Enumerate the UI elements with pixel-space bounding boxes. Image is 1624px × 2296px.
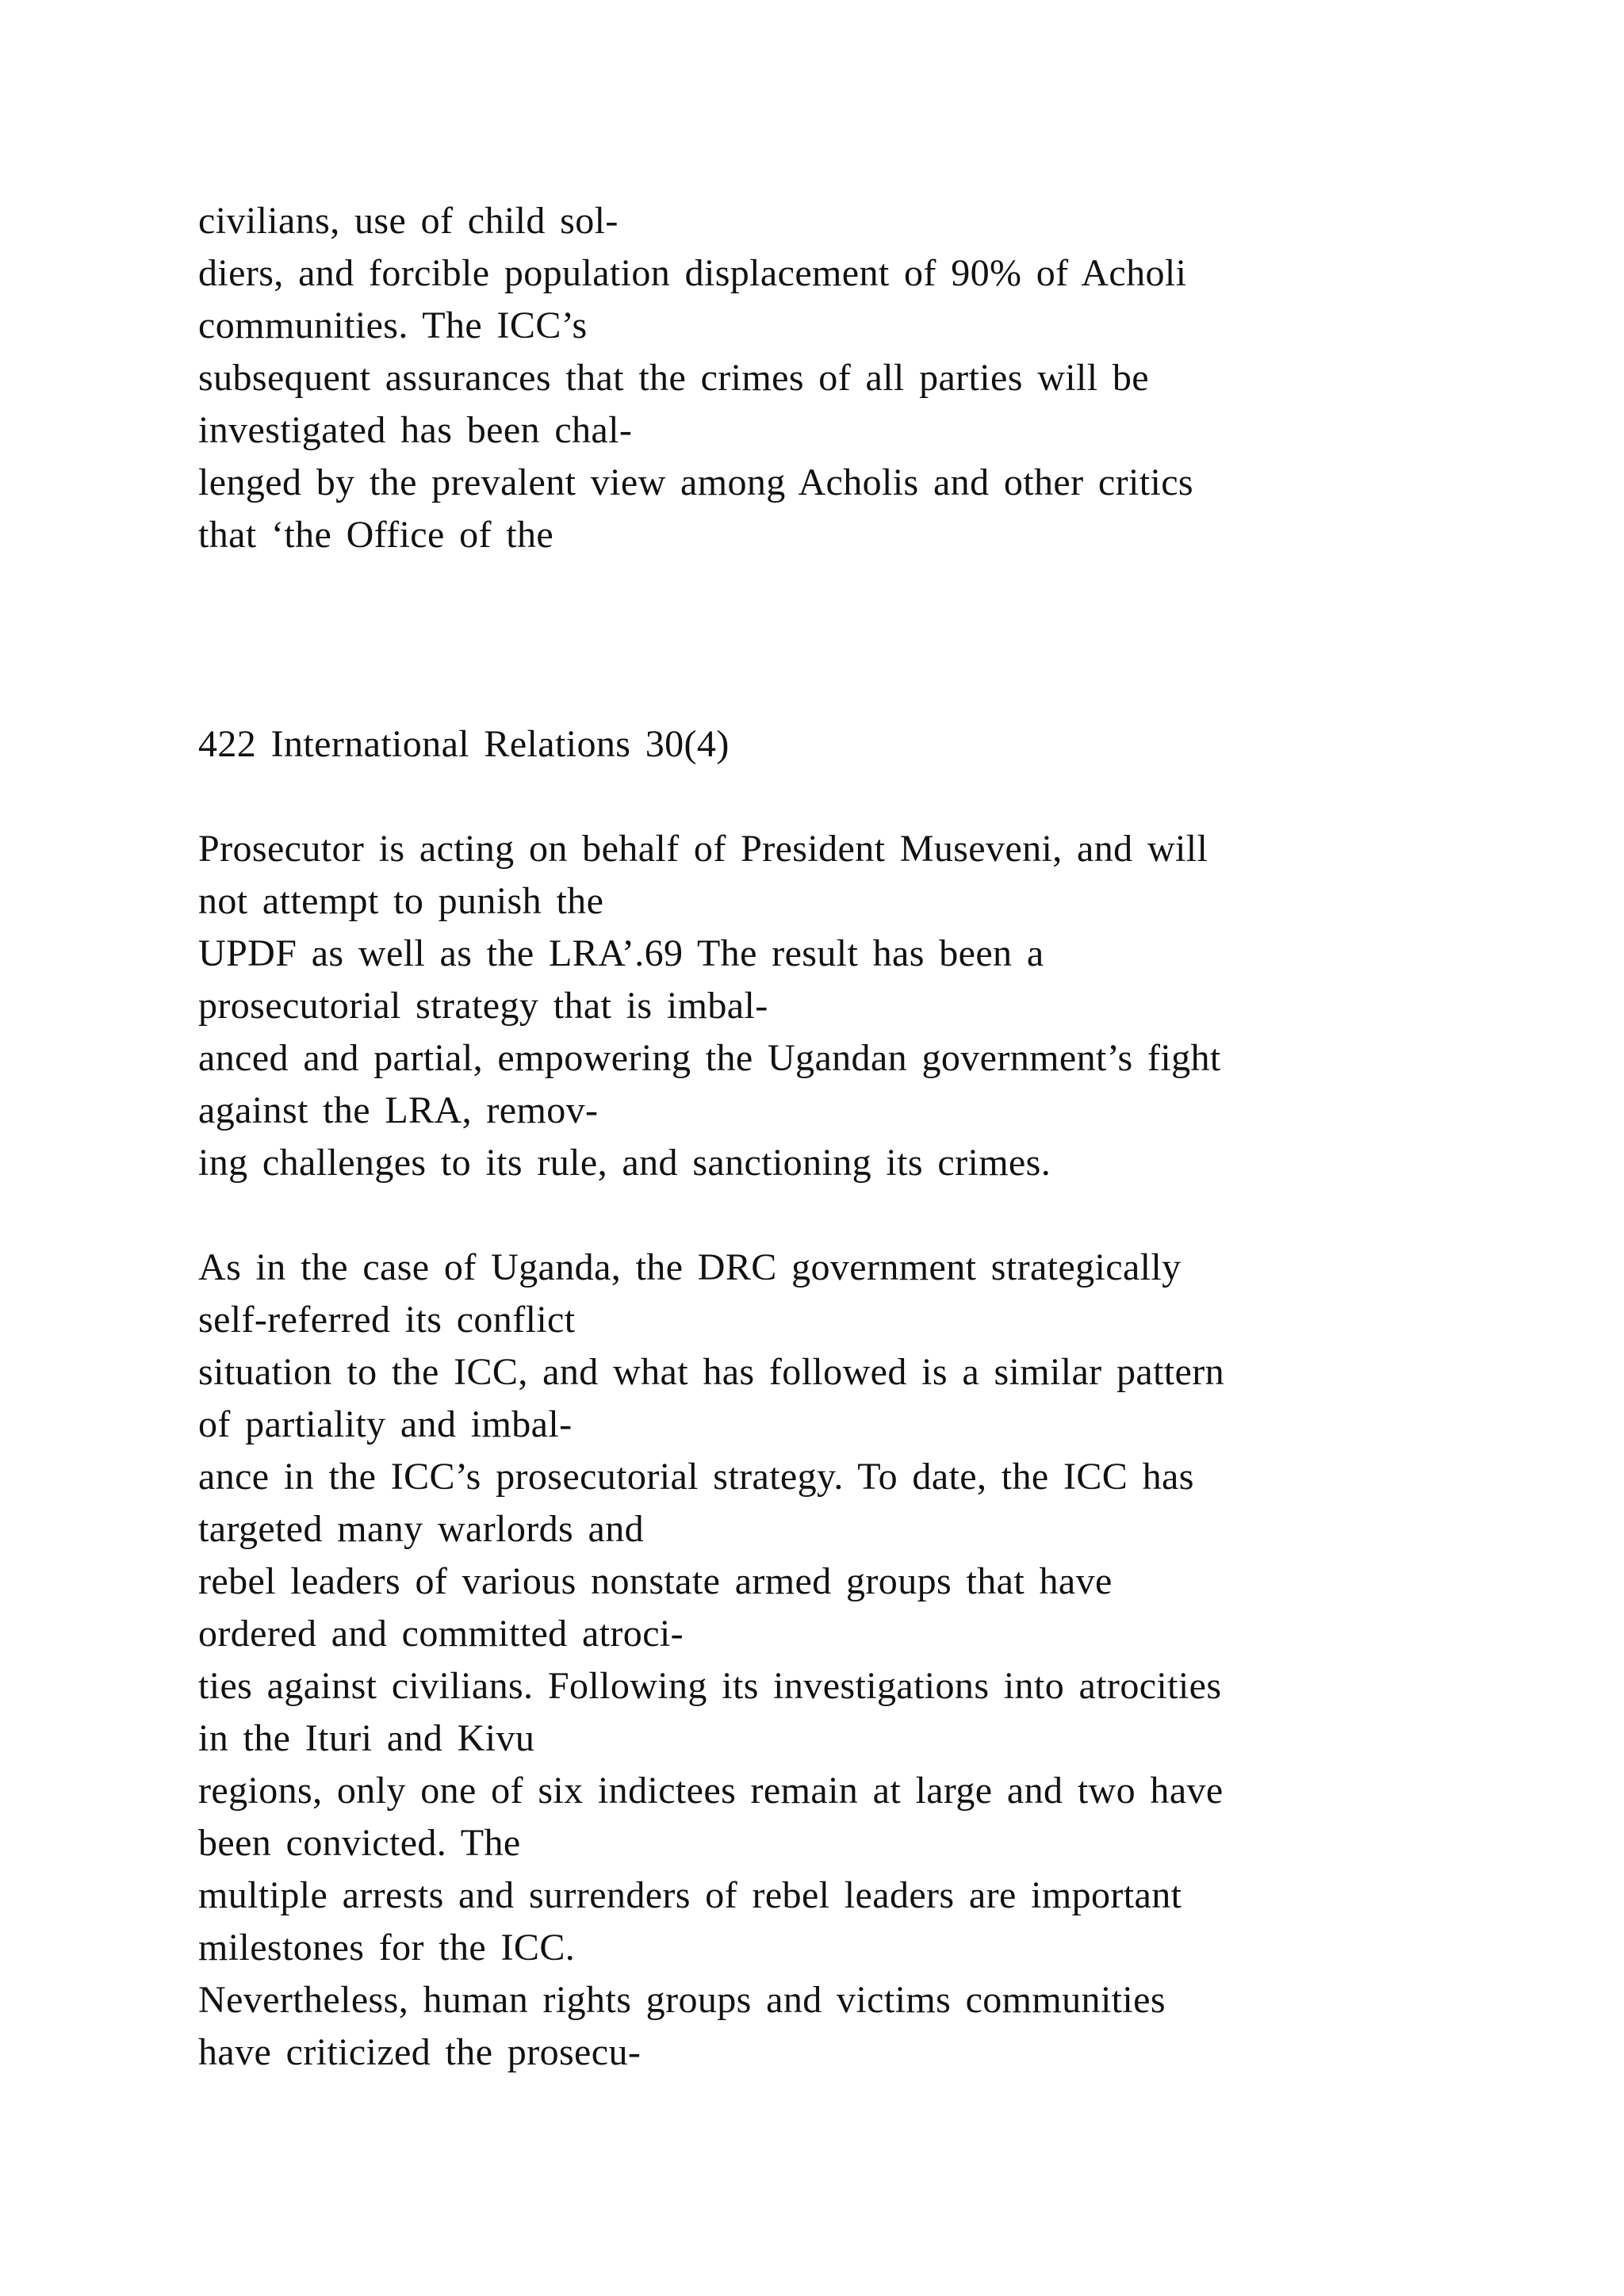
text-line: anced and partial, empowering the Ugandan government’s fight — [198, 1037, 1221, 1079]
text-line: not attempt to punish the — [198, 880, 604, 922]
text-line: ing challenges to its rule, and sanctioning its crimes. — [198, 1142, 1051, 1184]
text-line: milestones for the ICC. — [198, 1927, 576, 1969]
text-line: civilians, use of child sol- — [198, 200, 619, 242]
text-line: multiple arrests and surrenders of rebel leaders are important — [198, 1874, 1182, 1916]
text-line: Prosecutor is acting on behalf of President Museveni, and will — [198, 828, 1208, 870]
text-line: subsequent assurances that the crimes of all parties will be — [198, 357, 1149, 399]
text-line: situation to the ICC, and what has followed is a similar pattern — [198, 1351, 1225, 1393]
text-line: targeted many warlords and — [198, 1508, 645, 1550]
text-line: diers, and forcible population displacement of 90% of Acholi — [198, 252, 1187, 294]
text-line: investigated has been chal- — [198, 409, 633, 451]
running-header: 422 International Relations 30(4) — [198, 723, 730, 765]
text-line: self-referred its conflict — [198, 1299, 576, 1341]
text-line: that ‘the Office of the — [198, 514, 554, 556]
text-line: ties against civilians. Following its investigations into atrocities — [198, 1665, 1222, 1707]
text-line: As in the case of Uganda, the DRC government strategically — [198, 1246, 1182, 1288]
text-line: in the Ituri and Kivu — [198, 1717, 535, 1759]
text-line: ordered and committed atroci- — [198, 1613, 684, 1655]
text-line: ance in the ICC’s prosecutorial strategy. To date, the ICC has — [198, 1456, 1194, 1498]
text-line: prosecutorial strategy that is imbal- — [198, 985, 768, 1027]
text-line: regions, only one of six indictees remain at large and two have — [198, 1770, 1224, 1812]
text-line: rebel leaders of various nonstate armed groups that have — [198, 1560, 1113, 1602]
text-line: of partiality and imbal- — [198, 1403, 573, 1445]
text-line: been convicted. The — [198, 1822, 521, 1864]
text-line: lenged by the prevalent view among Acholis and other critics — [198, 461, 1193, 503]
text-line: Nevertheless, human rights groups and victims communities — [198, 1979, 1166, 2021]
text-line: UPDF as well as the LRA’.69 The result has been a — [198, 932, 1044, 974]
text-line: have criticized the prosecu- — [198, 2031, 642, 2073]
text-line: communities. The ICC’s — [198, 304, 588, 346]
text-line: against the LRA, remov- — [198, 1089, 599, 1131]
